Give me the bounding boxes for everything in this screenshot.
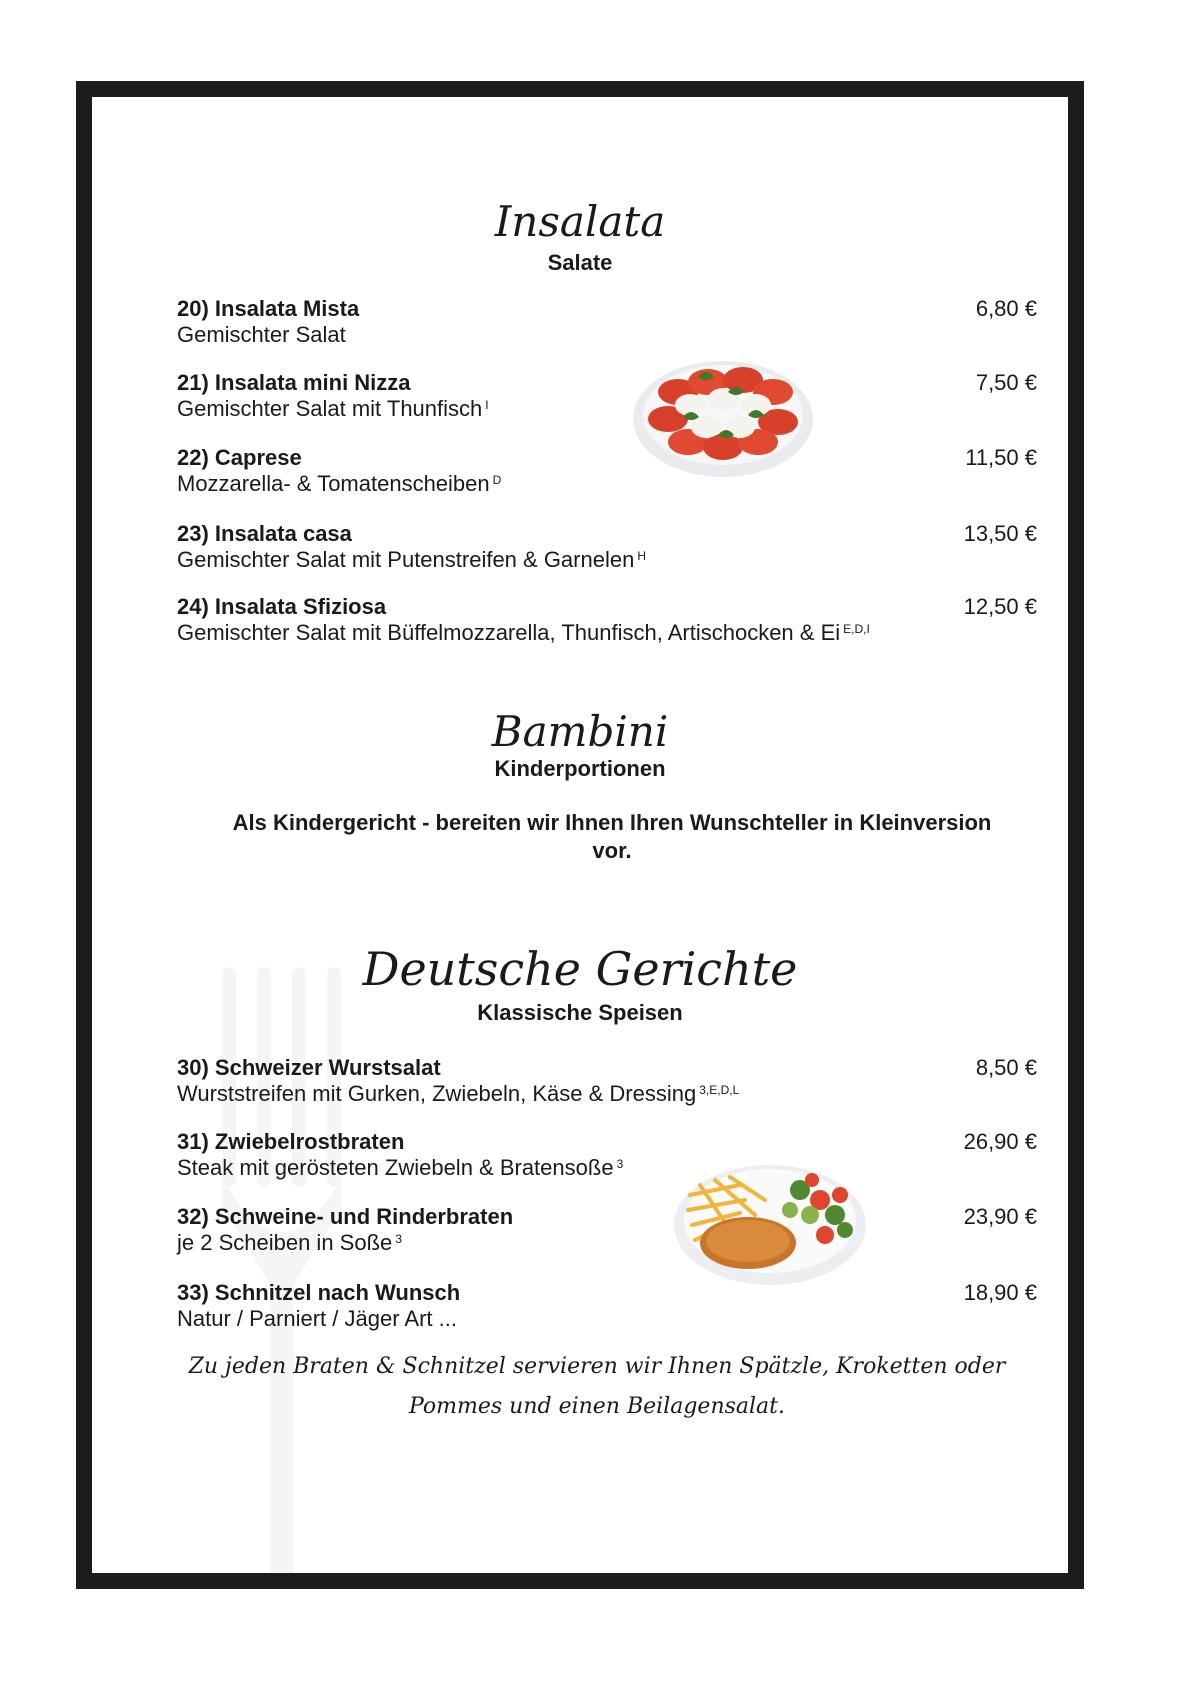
section-title-german: Deutsche Gerichte [362, 942, 798, 996]
caprese-plate-image [628, 347, 818, 482]
item-description: Steak mit gerösteten Zwiebeln & Bratensoße $^3$ [177, 1155, 624, 1180]
item-price: 26,90 € [963, 1129, 1037, 1154]
item-name: 30) Schweizer Wurstsalat [177, 1055, 441, 1080]
section-subtitle-kids: Kinderportionen [494, 756, 666, 781]
allergen-codes: 3 [616, 1157, 624, 1171]
allergen-codes: H [637, 549, 646, 563]
item-description: Gemischter Salat mit Büffelmozzarella, Thunfisch, Artischocken & Ei $^{E,D,I}$ [177, 620, 870, 645]
item-price: 18,90 € [963, 1280, 1037, 1305]
schnitzel-plate-image [670, 1155, 870, 1290]
menu-item [177, 1129, 1037, 1181]
section-title-kids: Bambini [491, 707, 669, 756]
allergen-codes: E,D,I [843, 622, 870, 636]
menu-item [177, 521, 1037, 573]
item-price: 11,50 € [965, 445, 1037, 470]
item-price: 13,50 € [963, 521, 1037, 546]
item-name: 33) Schnitzel nach Wunsch [177, 1280, 461, 1305]
item-name: 21) Insalata mini Nizza [177, 370, 411, 395]
item-price: 8,50 € [975, 1055, 1037, 1080]
item-description: Wurststreifen mit Gurken, Zwiebeln, Käse & Dressing $^{3,E,D,L}$ [177, 1081, 740, 1106]
item-description: Gemischter Salat mit Putenstreifen & Garnelen $^H$ [177, 547, 646, 572]
menu-item [177, 1280, 1037, 1332]
section-subtitle-german: Klassische Speisen [477, 1000, 683, 1025]
section-subtitle-salads: Salate [547, 250, 613, 275]
item-price: 7,50 € [975, 370, 1037, 395]
menu-item [177, 296, 1037, 348]
allergen-codes: D [492, 473, 502, 487]
item-name: 24) Insalata Sfiziosa [177, 594, 387, 619]
item-price: 23,90 € [963, 1204, 1037, 1229]
menu-item [177, 594, 1037, 646]
menu-item [177, 445, 1037, 497]
item-name: 20) Insalata Mista [177, 296, 360, 321]
allergen-codes: 3 [395, 1232, 402, 1246]
allergen-codes: 3,E,D,L [699, 1083, 740, 1097]
item-name: 22) Caprese [177, 445, 302, 470]
menu-item [177, 1055, 1037, 1107]
item-description: Gemischter Salat mit Thunfisch $^I$ [177, 396, 489, 421]
item-price: 12,50 € [963, 594, 1037, 619]
item-name: 31) Zwiebelrostbraten [177, 1129, 405, 1154]
item-description: Mozzarella- & Tomatenscheiben $^D$ [177, 471, 502, 496]
item-price: 6,80 € [975, 296, 1037, 321]
item-name: 23) Insalata casa [177, 521, 352, 546]
menu-content [92, 97, 1068, 1573]
kids-note: Als Kindergericht - bereiten wir Ihnen Ihren Wunschteller in Kleinversion vor. [232, 810, 992, 863]
allergen-codes: I [485, 398, 489, 412]
item-description: Natur / Parniert / Jäger Art ... [177, 1306, 457, 1331]
menu-item [177, 370, 1037, 422]
item-description: Gemischter Salat [177, 322, 346, 347]
item-name: 32) Schweine- und Rinderbraten [177, 1204, 514, 1229]
section-title-salads: Insalata [494, 197, 666, 246]
item-description: je 2 Scheiben in Soße $^3$ [177, 1230, 402, 1255]
menu-page-frame [76, 81, 1084, 1589]
side-dishes-note: Zu jeden Braten & Schnitzel servieren wir Ihnen Spätzle, Kroketten oder Pommes und einen Beilagensalat. [188, 1354, 1006, 1419]
menu-item [177, 1204, 1037, 1256]
